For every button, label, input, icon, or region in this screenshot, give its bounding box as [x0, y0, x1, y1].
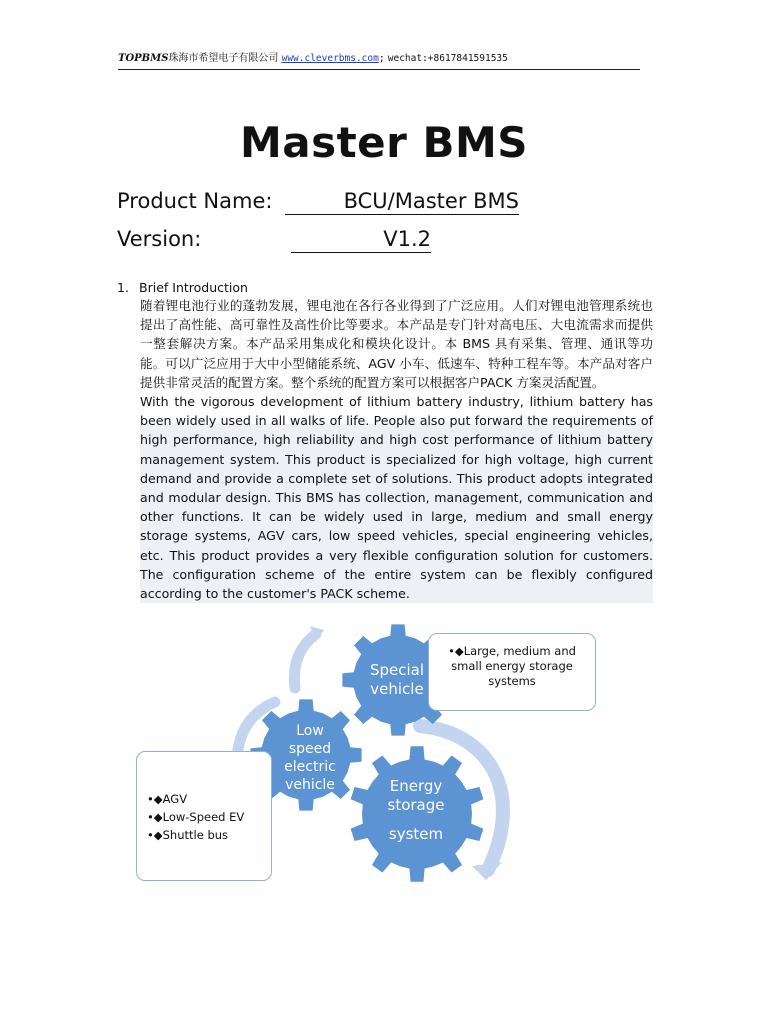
application-gear-diagram [120, 618, 640, 908]
low-speed-ev-callout-item: •◆AGV [147, 792, 188, 806]
version-value: V1.2 [291, 226, 431, 253]
product-name-label: Product Name: [117, 189, 273, 213]
chinese-paragraph: 随着锂电池行业的蓬勃发展，锂电池在各行各业得到了广泛应用。人们对锂电池管理系统也提出了高性能、高可靠性及高性价比等要求。本产品是专门针对高电压、大电流需求而提供一整套解决方案。本产品采用集成化和模块化设计。本 BMS 具有采集、管理、通讯等功能。可以广泛应用于大中小型储能系统、AGV 小车、低速车、特种工程车等。本产品对客户提供非常灵活的配置方案。整个系统的配置方案可以根据客户PACK 方案灵活配置。 [140, 298, 653, 390]
energy-storage-line-1: Energy [389, 777, 443, 795]
header-website-link[interactable]: www.cleverbms.com [281, 53, 379, 64]
version-field [117, 226, 431, 252]
low-speed-ev-callout-item: •◆Shuttle bus [147, 828, 229, 842]
header-separator: ; [378, 53, 385, 64]
energy-storage-line-3: system [388, 825, 444, 843]
header-company: 珠海市希望电子有限公司 [168, 53, 279, 64]
special-vehicle-line-1: Special [369, 661, 425, 679]
low-speed-ev-callout [136, 751, 272, 881]
header-brand: TOPBMS [118, 53, 169, 64]
english-paragraph: With the vigorous development of lithium battery industry, lithium battery has been widely used in all walks of life. People also put forward the requirements of high performance, high reliability and high cost performance of lithium battery management system. This product is specialized for high voltage, high current demand and provide a complete set of solutions. This product adopts integrated and modular design. This BMS has collection, management, communication and other functions. It can be widely used in large, medium and small energy storage systems, AGV cars, low speed vehicles, special engineering vehicles, etc. This product provides a very flexible configuration solution for customers. The configuration scheme of the entire system can be flexibly configured according to the customer's PACK scheme. [140, 392, 653, 603]
cycle-arrow-top [294, 634, 316, 688]
section-heading [117, 280, 653, 296]
cycle-arrow-right-head [472, 862, 502, 880]
section-number: 1. [117, 280, 129, 295]
product-name-value: BCU/Master BMS [285, 188, 519, 215]
special-vehicle-callout-item: •◆Large, medium and [448, 644, 576, 658]
special-vehicle-callout [428, 633, 596, 711]
energy-storage-label [368, 777, 464, 844]
low-speed-line-1: Low [296, 723, 324, 739]
low-speed-line-2: speed [288, 741, 332, 757]
special-vehicle-callout-item: systems [488, 674, 536, 688]
document-title: Master BMS [239, 118, 529, 167]
brief-introduction-section [117, 280, 653, 603]
section-title: Brief Introduction [139, 280, 248, 295]
section-body [140, 296, 653, 603]
special-vehicle-callout-item: small energy storage [451, 659, 573, 673]
low-speed-ev-list [147, 790, 244, 844]
page-header [118, 52, 640, 70]
header-wechat: wechat:+8617841591535 [387, 53, 508, 64]
product-name-field [117, 188, 519, 214]
version-label: Version: [117, 227, 202, 251]
low-speed-ev-label [266, 722, 354, 794]
special-vehicle-list [429, 644, 595, 689]
low-speed-line-4: vehicle [285, 777, 335, 793]
low-speed-ev-callout-item: •◆Low-Speed EV [147, 810, 245, 824]
low-speed-line-3: electric [284, 759, 336, 775]
special-vehicle-line-2: vehicle [370, 680, 424, 698]
energy-storage-line-2: storage [387, 796, 445, 814]
